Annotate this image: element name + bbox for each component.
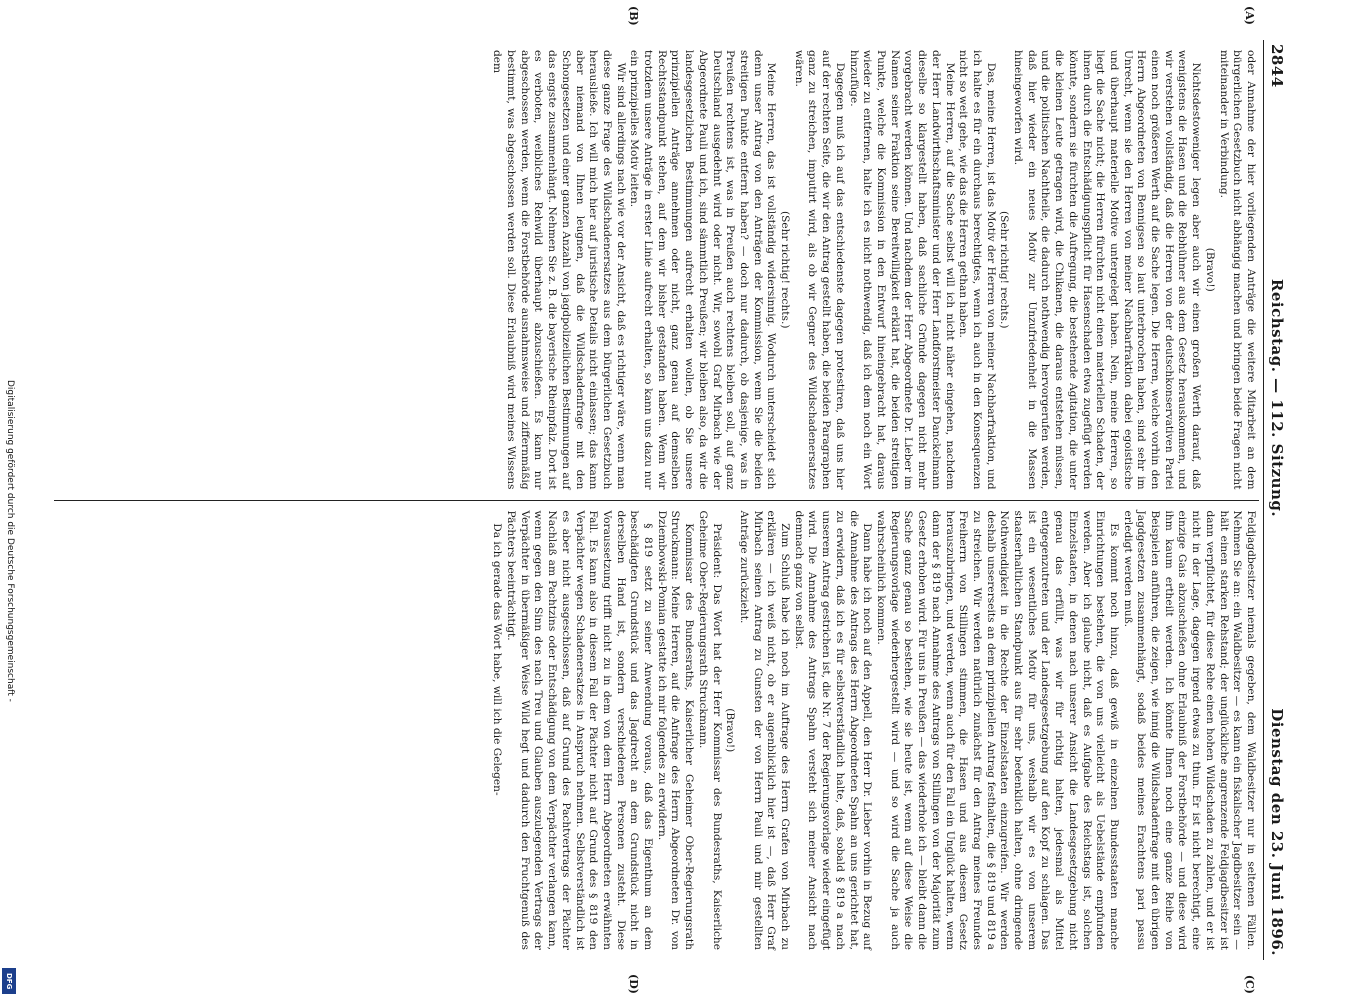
text-columns: [54, 40, 1259, 960]
paragraph: Es kommt noch hinzu, daß gewiß in einzelnen Bundesstaaten manche Einrichtungen bestehen, die von uns vielleicht als Uebelstände empfunden werden. Aber ich glaube nicht, daß es Aufgabe des Reichstags ist, solchen Einzelstaaten, in denen nach unserer Ansicht die Landesgesetzgebung nicht genau das erfüllt, was wir für richtig halten, jedesmal als Mittel entgegenzutreten und der Landesgesetzgebung auf den Kopf zu schlagen. Das ist ein wesentliches Motiv für uns, weshalb wir es von unserem staatserhaltlichen Standpunkt aus für sehr bedenklich halten, ohne dringende Nothwendigkeit in die Rechte der Einzelstaaten einzugreifen. Wir werden deshalb unsererseits an dem prinzipiellen Antrag festhalten, die § 819 und 819 a zu streichen. Wir werden natürlich zunächst für den Antrag meines Freundes Freiherrn von Stillingen stimmen, die Hasen und aus diesem Gesetz herauszubringen, und werden, wenn auch für den Fall ein Unglück halten, wenn dann der § 819 nach Annahme des Antrags von Stillingen von der Majorität zum Gesetz erhoben wird. Für uns in Preußen — das wiederhole ich — bleibt dann die Sache ganz genau so bestehen, wie sie heute ist, wenn auf diese Weise die Regierungsvorlage wiederhergestellt wird — und so wird die Sache ja auch wahrscheinlich kommen.: [875, 510, 1120, 950]
page-title: Reichstag. — 112. Sitzung.: [1268, 278, 1286, 518]
left-column: [54, 40, 1259, 500]
paragraph: oder Annahme der hier vorliegenden Anträge die weitere Mitarbeit an dem bürgerlichen Gesetzbuch nicht abhängig machen und bringen beide Fragen nicht miteinander in Verbindung.: [1217, 50, 1257, 490]
margin-marker-c: (C): [1243, 974, 1256, 994]
digitization-credit: [2, 380, 18, 990]
paragraph: Feldjagdbesitzer niemals gegeben, dem Waldbesitzer nur in seltenen Fällen. Nehmen Sie an: ein Waldbesitzer — es kann ein fiskalischer Jagdbesitzer sein — hält einen starken Rehstand; der unglückliche angrenzende Feldjagdbesitzer ist dann verpflichtet, für diese Rehe einen hohen Wildschaden zu zahlen, und er ist nicht in der Lage, dagegen irgend etwas zu thun. Er ist nicht berechtigt, eine einzige Gais abzuschießen ohne Erlaubniß der Forstbehörde — und diese wird ihm kaum ertheilt werden. Ich könnte Ihnen noch eine ganze Reihe von Beispielen anführen, die zeigen, wie innig die Wildschadenfrage mit den übrigen Jagdgesetzen zusammenhängt, sodaß beides meines Erachtens pari passu erledigt werden muß.: [1121, 510, 1257, 950]
paragraph: Dann habe ich noch auf den Appell, den Herr Dr. Lieber vorhin in Bezug auf die Annahme des Antrags des Herrn Abgeordneten Spahn an uns gerichtet hat, zu erwidern, daß ich es für selbstverständlich halte, daß, sobald § 819 a nach unserem Antrag gestrichen ist, die Nr. 7 der Regierungsvorlage wieder eingefügt wird. Die Annahme des Antrags Spahn versteht sich meiner Ansicht nach demnach ganz von selbst.: [792, 510, 874, 950]
paragraph: Da ich gerade das Wort habe, will ich die Gelegen-: [491, 523, 504, 796]
paragraph: Wir sind allerdings nach wie vor der Ansicht, daß es richtiger wäre, wenn man diese ganze Frage des Wildschadenersatzes aus dem bürgerlichen Gesetzbuch herausließe. Ich will mich hier auf juristische Details nicht einlassen; das kann aber niemand von Ihnen leugnen, daß die Wildschadenfrage mit den Schongesetzen und einer ganzen Anzahl von jagdpolizeilichen Bestimmungen auf das engste zusammenhängt. Nehmen Sie z. B. die bayerische Rheinpfalz. Dort ist es verboten, weibliches Rehwild überhaupt abzuschießen. Es kann nur abgeschossen werden, wenn die Forstbehörde ausnahmsweise und ziffernmäßig bestimmt, was abgeschossen werden soll. Diese Erlaubniß wird meines Wissens dem: [491, 50, 627, 490]
dfg-logo: DFG: [2, 968, 16, 994]
margin-marker-a: (A): [1243, 6, 1256, 25]
paragraph: § 819 setzt zu seiner Anwendung voraus, daß das Eigenthum an dem beschädigten Grundstück und das Jagdrecht an dem Grundstück nicht in derselben Hand ist, sondern verschiedenen Personen zusteht. Diese Voraussetzung trifft nicht zu in dem von dem Herrn Abgeordneten erwähnten Fall. Es kann also in diesem Fall der Pächter nicht auf Grund des § 819 den Verpächter wegen Schadenersatzes in Anspruch nehmen. Selbstverständlich ist es aber nicht ausgeschlossen, daß auf Grund des Pachtvertrags der Pächter Nachlaß am Pachtzins oder Entschädigung von dem Verpächter verlangen kann, wenn gegen den Sinn des nach Treu und Glauben auszulegenden Vertrags der Verpächter in übermäßiger Weise Wild hegt und dadurch den Fruchtgenuß des Pächters beeinträchtigt.: [505, 510, 655, 950]
interjection: (Sehr richtig! rechts.): [998, 211, 1011, 329]
paragraph: Nichtsdestoweniger legen aber auch wir einen großen Werth darauf, daß wenigstens die Hasen und die Rebhühner aus dem Gesetz herauskommen, und wir verstehen vollständig, daß die Herren von der deutschkonservativen Partei einen noch größeren Werth auf die Sache legen. Die Herren, welche vorhin den Herrn Abgeordneten von Bennigsen so laut unterbrochen haben, sind sehr im Unrecht, wenn sie den Herren von meiner Nachbarfraktion dabei egoistische und überhaupt materielle Motive untergelegt haben. Nein, meine Herren, so liegt die Sache nicht; die Herren fürchten nicht einen materiellen Schaden, der ihnen durch die Entschädigungspflicht für Hasenschaden etwa zugefügt werden könnte, sondern sie fürchten die Aufregung, die bestehende Agitation, die unter die kleinen Leute getragen wird, die Chikanen, die daraus entstehen müssen, und die politischen Nachtheile, die dadurch nothwendig hervorgerufen werden, daß hier wieder ein neues Motiv zur Unzufriedenheit in die Massen hineingeworfen wird.: [1012, 50, 1203, 490]
paragraph: Dagegen muß ich auf das entschiedenste dagegen protestiren, daß uns hier auf der rechten Seite, die wir den Antrag gestellt haben, die beiden Paragraphen ganz zu streichen, imputirt wird, als ob wir Gegner des Wildschadenersatzes wären.: [792, 50, 846, 490]
paragraph: Meine Herren, das ist vollständig widersinnig. Wodurch unterscheidet sich denn unser Antrag von den Anträgen der Kommission, wenn Sie die beiden streitigen Punkte entfernt haben? — doch nur dadurch, ob dasjenige, was in Preußen rechtens ist, was in Preußen auch rechtens bleiben soll, auf ganz Deutschland ausgedehnt wird oder nicht. Wir, sowohl Graf Mirbach wie der Abgeordnete Pauli und ich, sind sämmtlich Preußen; wir bleiben also, da wir die landesgesetzlichen Bestimmungen aufrecht erhalten wollen, ob Sie unsere prinzipiellen Anträge annehmen oder nicht, ganz genau auf demselben Rechtsstandpunkt stehen, auf dem wir bisher gestanden haben. Wenn wir trotzdem unsere Anträge in erster Linie aufrecht erhalten, so kann uns dazu nur ein prinzipielles Motiv leiten.: [628, 50, 778, 490]
paragraph: Zum Schluß habe ich noch im Auftrage des Herrn Grafen von Mirbach zu erklären — ich weiß nicht, ob er augenblicklich hier ist —, daß Herr Graf Mirbach seinen Antrag zu Gunsten der von Herrn Pauli und mir gestellten Anträge zurückzieht.: [737, 510, 792, 950]
credit-text: Digitalisierung gefördert durch die Deutsche Forschungsgemeinschaft -: [5, 380, 15, 702]
paragraph: Das, meine Herren, ist das Motiv der Herren von meiner Nachbarfraktion, und ich halte es für ein durchaus berechtigtes, wenn ich auch in den Konsequenzen nicht so weit gehe, wie das die Herren gethan haben.: [957, 50, 997, 490]
interjection: (Sehr richtig! rechts.): [779, 211, 792, 329]
paragraph: Kommissar des Bundesraths, Kaiserlicher Geheimer Ober-Regierungsrath Struckmann: Meine Herren, auf die Anfrage des Herrn Abgeordneten Dr. von Dziembowski-Pomian gestatte ich mir folgendes zu erwidern.: [655, 510, 696, 950]
paragraph: Präsident: Das Wort hat der Herr Kommissar des Bundesraths, Kaiserliche Geheime Ober-Regierungsrath Struckmann.: [696, 510, 723, 950]
margin-marker-b: (B): [627, 6, 640, 26]
paragraph: Meine Herren, auf die Sache selbst will ich nicht näher eingehen, nachdem der Herr Landwirthschaftsminister und der Herr Landforstmeister Danckelmann dieselbe so klargestellt haben, daß sachliche Gründe dagegen nicht mehr vorgebracht werden können. Und nachdem der Herr Abgeordnete Dr. Lieber im Namen seiner Fraktion seine Bereitwilligkeit erklärt hat, die beiden streitigen Punkte, welche die Kommission in den Entwurf hineingebracht hat, daraus wieder zu entfernen, halte ich es nicht nothwendig, daß ich dem noch ein Wort hinzufüge.: [847, 50, 956, 490]
page-date: Dienstag den 23. Juni 1896.: [1268, 708, 1286, 956]
margin-marker-d: (D): [627, 974, 640, 994]
interjection: (Bravo!): [724, 708, 737, 753]
right-column: [54, 500, 1259, 961]
page-header: [1263, 40, 1286, 960]
page-number: 2844: [1268, 44, 1286, 88]
interjection: (Bravo!): [1203, 247, 1216, 292]
